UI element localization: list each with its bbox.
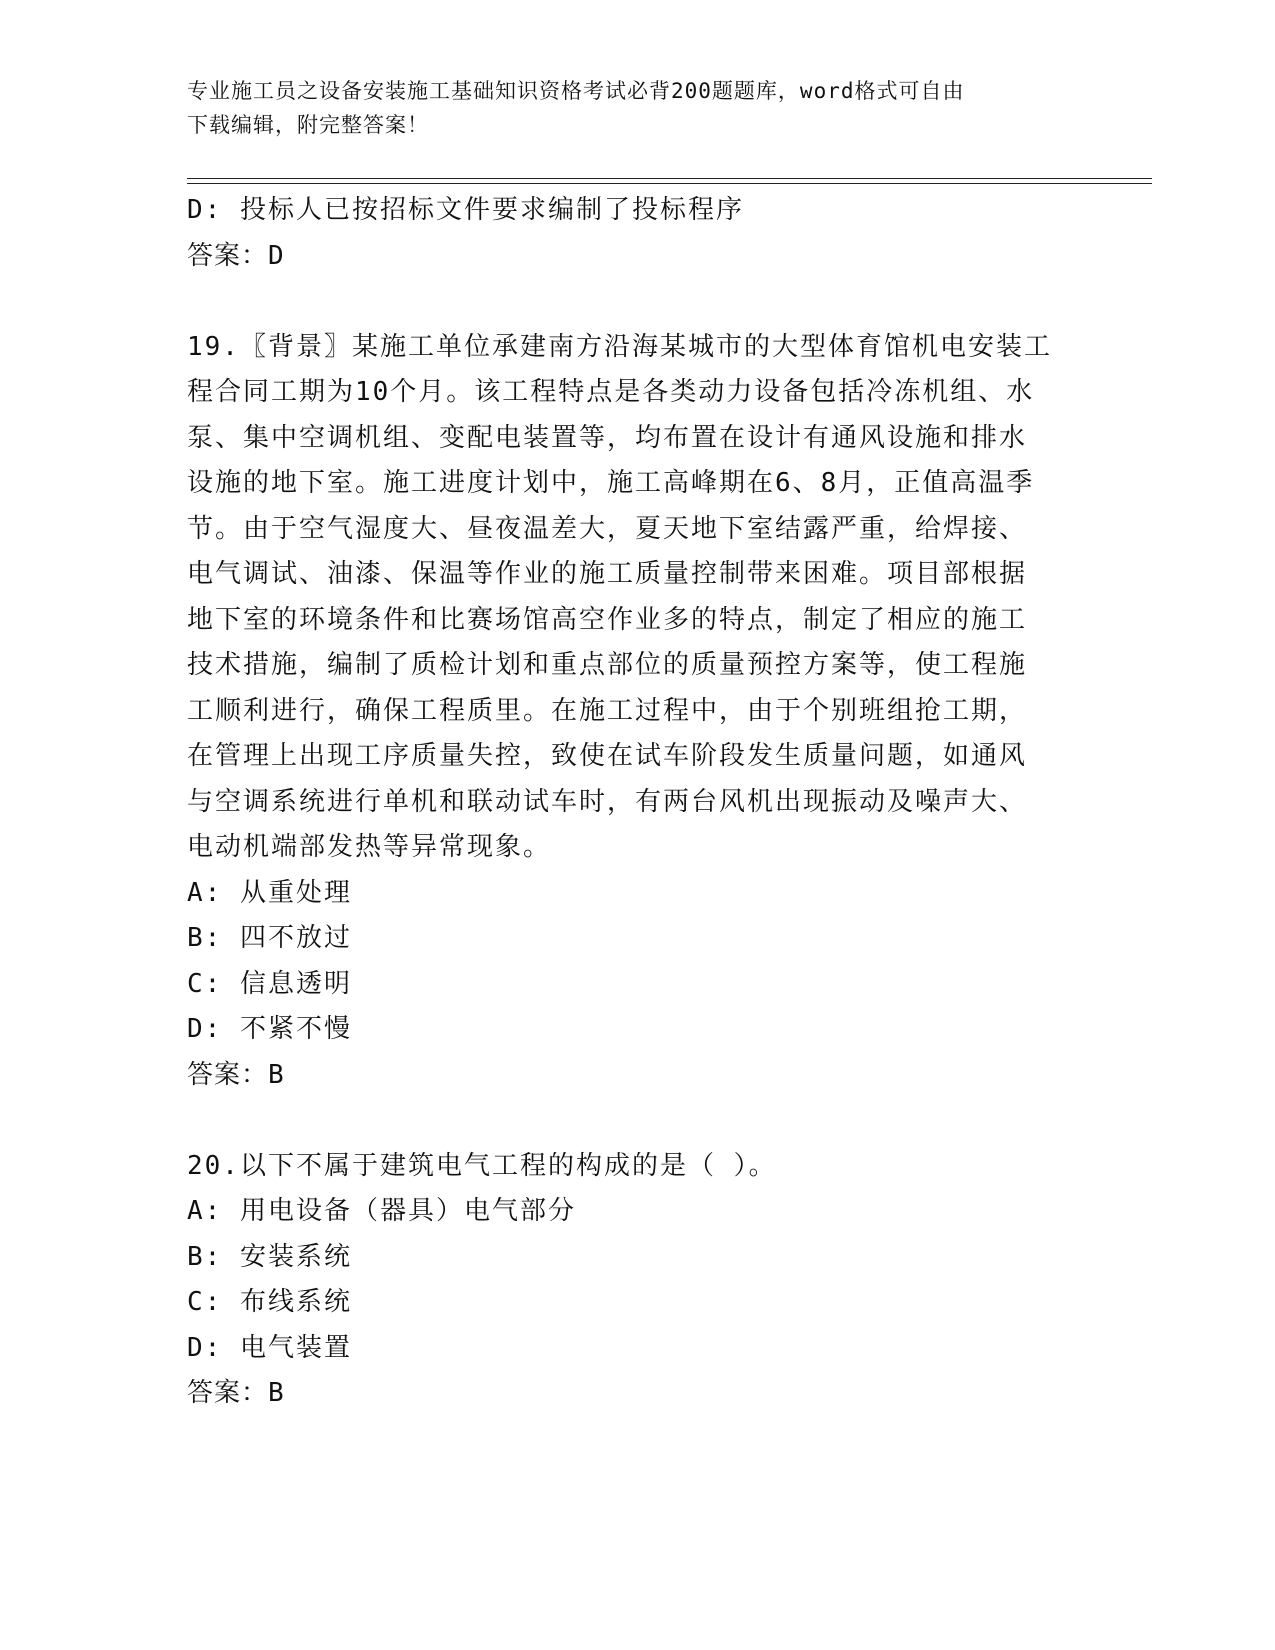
answer-value: B xyxy=(268,1059,286,1090)
question-19-line-1: 19.〖背景〗某施工单位承建南方沿海某城市的大型体育馆机电安装工 xyxy=(187,331,1052,362)
header-divider-top xyxy=(187,178,1152,179)
question-19-line-8: 技术措施，编制了质检计划和重点部位的质量预控方案等，使工程施 xyxy=(187,650,1028,680)
document-body xyxy=(187,188,1067,1417)
question-20-stem: 20.以下不属于建筑电气工程的构成的是（ ）。 xyxy=(187,1150,777,1181)
header-divider-bottom xyxy=(187,183,1152,184)
question-19-line-3: 泵、集中空调机组、变配电装置等，均布置在设计有通风设施和排水 xyxy=(187,422,1028,453)
question-19 xyxy=(187,325,1067,1099)
header-line-1: 专业施工员之设备安装施工基础知识资格考试必背200题题库，word格式可自由 xyxy=(187,79,965,103)
document-header xyxy=(187,74,1067,142)
question-19-line-11: 与空调系统进行单机和联动试车时，有两台风机出现振动及噪声大、 xyxy=(187,786,1028,817)
option-d: D: 电气装置 xyxy=(187,1332,352,1363)
option-b: B: 安装系统 xyxy=(187,1241,352,1272)
option-d: D: 不紧不慢 xyxy=(187,1014,352,1044)
answer-label: 答案： xyxy=(187,1059,269,1090)
option-d: D: 投标人已按招标文件要求编制了投标程序 xyxy=(187,195,744,225)
option-b: B: 四不放过 xyxy=(187,923,352,953)
question-19-line-7: 地下室的环境条件和比赛场馆高空作业多的特点，制定了相应的施工 xyxy=(187,604,1028,635)
question-19-line-5: 节。由于空气湿度大、昼夜温差大，夏天地下室结露严重，给焊接、 xyxy=(187,513,1028,544)
answer-value: D xyxy=(268,240,286,271)
prev-question-block xyxy=(187,188,1067,279)
header-line-2: 下载编辑，附完整答案！ xyxy=(187,113,429,137)
answer-line xyxy=(187,1053,1067,1099)
question-20 xyxy=(187,1144,1067,1417)
question-19-line-4: 设施的地下室。施工进度计划中，施工高峰期在6、8月，正值高温季 xyxy=(187,468,1035,498)
spacer xyxy=(187,279,1067,325)
option-c: C: 布线系统 xyxy=(187,1287,352,1317)
question-19-line-12: 电动机端部发热等异常现象。 xyxy=(187,832,552,862)
answer-value: B xyxy=(268,1378,286,1408)
question-19-line-9: 工顺利进行，确保工程质里。在施工过程中，由于个别班组抢工期， xyxy=(187,695,1028,726)
question-19-line-2: 程合同工期为10个月。该工程特点是各类动力设备包括冷冻机组、水 xyxy=(187,377,1035,407)
option-c: C: 信息透明 xyxy=(187,968,352,999)
answer-line xyxy=(187,1371,1067,1417)
answer-label: 答案： xyxy=(187,1378,269,1408)
answer-line xyxy=(187,234,1067,280)
option-a: A: 从重处理 xyxy=(187,877,352,908)
question-19-line-10: 在管理上出现工序质量失控，致使在试车阶段发生质量问题，如通风 xyxy=(187,741,1028,771)
option-a: A: 用电设备（器具）电气部分 xyxy=(187,1196,576,1226)
answer-label: 答案： xyxy=(187,240,269,271)
question-19-line-6: 电气调试、油漆、保温等作业的施工质量控制带来困难。项目部根据 xyxy=(187,559,1028,589)
spacer xyxy=(187,1098,1067,1144)
